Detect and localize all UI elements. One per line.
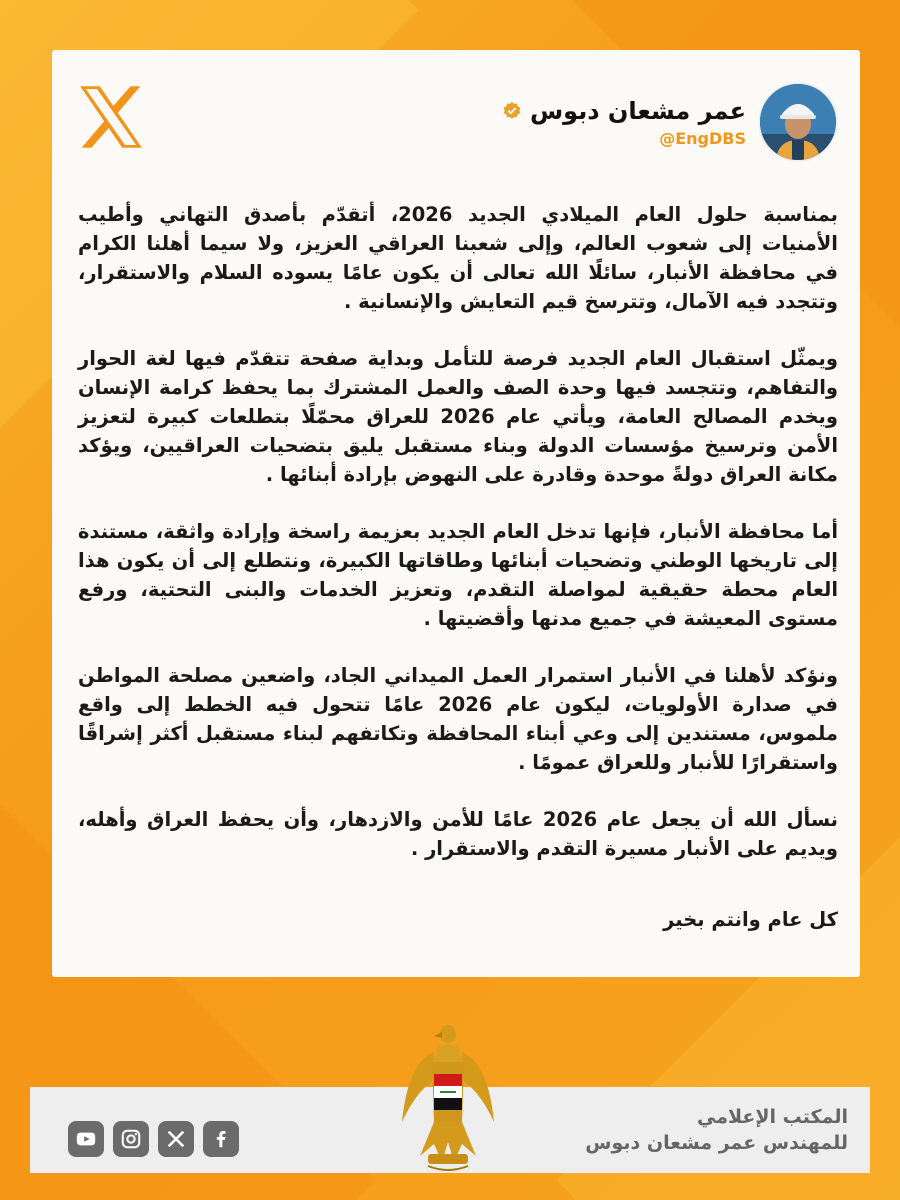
avatar-image xyxy=(760,84,836,160)
office-line1: المكتب الإعلامي xyxy=(697,1106,848,1128)
profile-handle[interactable]: @EngDBS xyxy=(659,128,746,148)
profile-name[interactable]: عمر مشعان دبوس xyxy=(530,96,746,125)
x-icon[interactable] xyxy=(158,1121,194,1157)
post-paragraph: ونؤكد لأهلنا في الأنبار استمرار العمل الميداني الجاد، واضعين مصلحة المواطن في صدارة الأولويات، ليكون عام 2026 عامًا تتحول فيه الخطط إلى واقع ملموس، مستندين إلى وعي أبناء المحافظة وتكاتفهم لبناء مستقبل أكثر إشراقًا واستقرارًا للأنبار وللعراق عمومًا . xyxy=(78,664,838,774)
media-office-title xyxy=(585,1104,848,1156)
avatar[interactable] xyxy=(758,82,838,162)
post-card xyxy=(52,50,860,977)
profile-header xyxy=(502,84,838,160)
post-paragraph: نسأل الله أن يجعل عام 2026 عامًا للأمن والازدهار، وأن يحفظ العراق وأهله، ويديم على الأنبار مسيرة التقدم والاستقرار . xyxy=(78,808,838,860)
post-body xyxy=(78,200,838,962)
post-paragraph: أما محافظة الأنبار، فإنها تدخل العام الجديد بعزيمة راسخة وإرادة واثقة، مستندة إلى تاريخها الوطني وتضحيات أبنائها وطاقاتها الكبيرة، ونتطلع إلى أن يكون هذا العام محطة حقيقية لمواصلة التقدم، وتعزيز الخدمات والبنى التحتية، ورفع مستوى المعيشة في جميع مدنها وأقضيتها . xyxy=(78,520,838,630)
office-line2: للمهندس عمر مشعان دبوس xyxy=(585,1132,848,1154)
instagram-icon[interactable] xyxy=(113,1121,149,1157)
x-logo-icon[interactable] xyxy=(76,82,146,152)
facebook-icon[interactable] xyxy=(203,1121,239,1157)
youtube-icon[interactable] xyxy=(68,1121,104,1157)
post-paragraph: بمناسبة حلول العام الميلادي الجديد 2026، أتقدّم بأصدق التهاني وأطيب الأمنيات إلى شعوب العالم، وإلى شعبنا العراقي العزيز، ولا سيما أهلنا الكرام في محافظة الأنبار، سائلًا الله تعالى أن يكون عامًا يسوده السلام والاستقرار، وتتجدد فيه الآمال، وتترسخ قيم التعايش والإنسانية . xyxy=(78,203,838,313)
verified-badge-icon xyxy=(502,101,522,121)
iraq-emblem-icon xyxy=(398,1022,498,1182)
post-paragraph: ويمثّل استقبال العام الجديد فرصة للتأمل وبداية صفحة تتقدّم فيها لغة الحوار والتفاهم، وتتجسد فيها وحدة الصف والعمل المشترك بما يحفظ كرامة الإنسان ويخدم المصالح العامة، ويأتي عام 2026 للعراق محمّلًا بتطلعات كبيرة لتعزيز الأمن وترسيخ مؤسسات الدولة وبناء مستقبل يليق بتضحيات العراقيين، ويؤكد مكانة العراق دولةً موحدة وقادرة على النهوض بإرادة أبنائها . xyxy=(78,347,838,486)
post-closing: كل عام وانتم بخير xyxy=(663,908,838,931)
social-links xyxy=(68,1121,239,1157)
